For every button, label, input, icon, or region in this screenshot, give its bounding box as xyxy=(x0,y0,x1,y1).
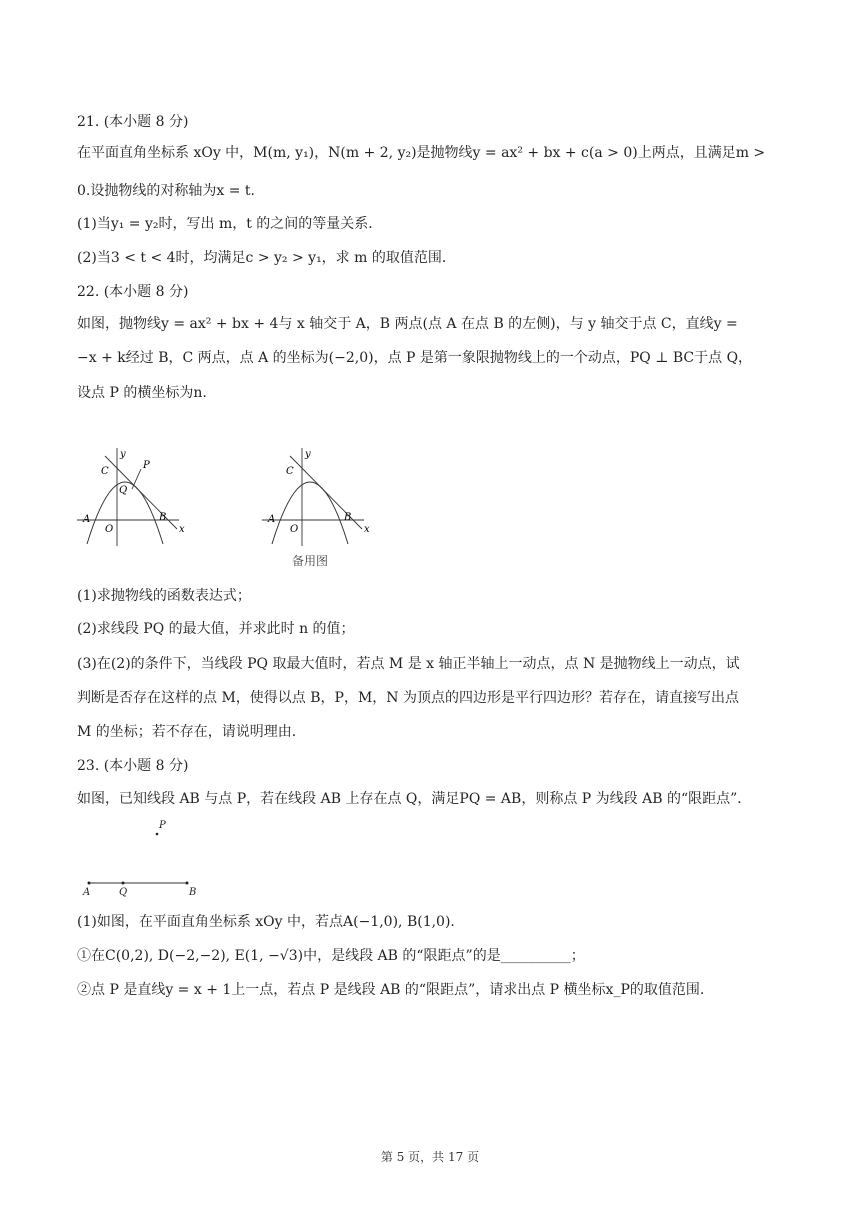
backup-label-y: y xyxy=(305,449,311,460)
q23-line-1: 如图，已知线段 AB 与点 P，若在线段 AB 上存在点 Q，满足PQ = AB，则称点 P 为线段 AB 的“限距点”． xyxy=(77,791,752,807)
parabola-figure-main xyxy=(77,448,187,548)
point-p-dot xyxy=(156,833,159,836)
label-c: C xyxy=(101,466,109,477)
backup-label-c: C xyxy=(286,466,294,477)
backup-label-o: O xyxy=(290,524,299,535)
q22-line-2: −x + k经过 B，C 两点，点 A 的坐标为(−2,0)，点 P 是第一象限抛物线上的一个动点，PQ ⊥ BC于点 Q， xyxy=(77,350,753,366)
label-o: O xyxy=(105,524,114,535)
q21-header: 21. (本小题 8 分) xyxy=(77,114,189,130)
segment-pq xyxy=(132,469,141,489)
page-footer: 第 5 页，共 17 页 xyxy=(380,1150,480,1164)
q23-part-1: (1)如图，在平面直角坐标系 xOy 中，若点A(−1,0), B(1,0). xyxy=(77,914,455,930)
label-a: A xyxy=(83,514,91,525)
segment-label-a: A xyxy=(83,887,91,898)
label-p: P xyxy=(143,460,150,471)
segment-label-q: Q xyxy=(119,887,128,898)
segment-label-p: P xyxy=(159,820,166,831)
q22-header: 22. (本小题 8 分) xyxy=(77,284,189,300)
q22-part-2: (2)求线段 PQ 的最大值，并求此时 n 的值； xyxy=(77,621,355,637)
q22-line-3: 设点 P 的横坐标为n. xyxy=(77,385,207,401)
segment-figure xyxy=(77,812,217,902)
q22-line-1: 如图，抛物线y = ax² + bx + 4与 x 轴交于 A，B 两点(点 A 在点 B 的左侧)，与 y 轴交于点 C，直线y = xyxy=(77,316,738,332)
q22-part-3-line-2: 判断是否存在这样的点 M，使得以点 B，P，M，N 为顶点的四边形是平行四边形？若存在，请直接写出点 xyxy=(77,690,739,706)
q21-part-1: (1)当y₁ = y₂时，写出 m，t 的之间的等量关系． xyxy=(77,216,383,232)
q22-part-3-line-1: (3)在(2)的条件下，当线段 PQ 取最大值时，若点 M 是 x 轴正半轴上一动点，点 N 是抛物线上一动点，试 xyxy=(77,656,740,672)
backup-label-a: A xyxy=(268,514,276,525)
label-x: x xyxy=(179,524,185,535)
backup-figure-caption: 备用图 xyxy=(292,554,329,568)
q22-part-3-line-3: M 的坐标；若不存在，请说明理由． xyxy=(77,724,306,740)
backup-label-b: B xyxy=(344,512,352,523)
label-b: B xyxy=(159,512,167,523)
q23-header: 23. (本小题 8 分) xyxy=(77,758,189,774)
q23-sub-1: ①在C(0,2), D(−2,−2), E(1, −√3)中，是线段 AB 的“限距点”的是__________； xyxy=(77,948,585,964)
label-y: y xyxy=(120,449,126,460)
q22-part-1: (1)求抛物线的函数表达式； xyxy=(77,588,251,604)
q21-part-2: (2)当3 < t < 4时，均满足c > y₂ > y₁，求 m 的取值范围． xyxy=(77,250,456,266)
q23-sub-2: ②点 P 是直线y = x + 1上一点，若点 P 是线段 AB 的“限距点”，请求出点 P 横坐标x_P的取值范围. xyxy=(77,982,705,998)
label-q: Q xyxy=(119,485,128,496)
parabola-figure-backup xyxy=(262,448,372,548)
q21-line-1: 在平面直角坐标系 xOy 中，M(m, y₁)，N(m + 2, y₂)是抛物线y = ax² + bx + c(a > 0)上两点，且满足m > xyxy=(77,145,766,161)
q21-line-2: 0.设抛物线的对称轴为x = t. xyxy=(77,183,255,199)
backup-label-x: x xyxy=(364,524,370,535)
segment-label-b: B xyxy=(189,887,197,898)
